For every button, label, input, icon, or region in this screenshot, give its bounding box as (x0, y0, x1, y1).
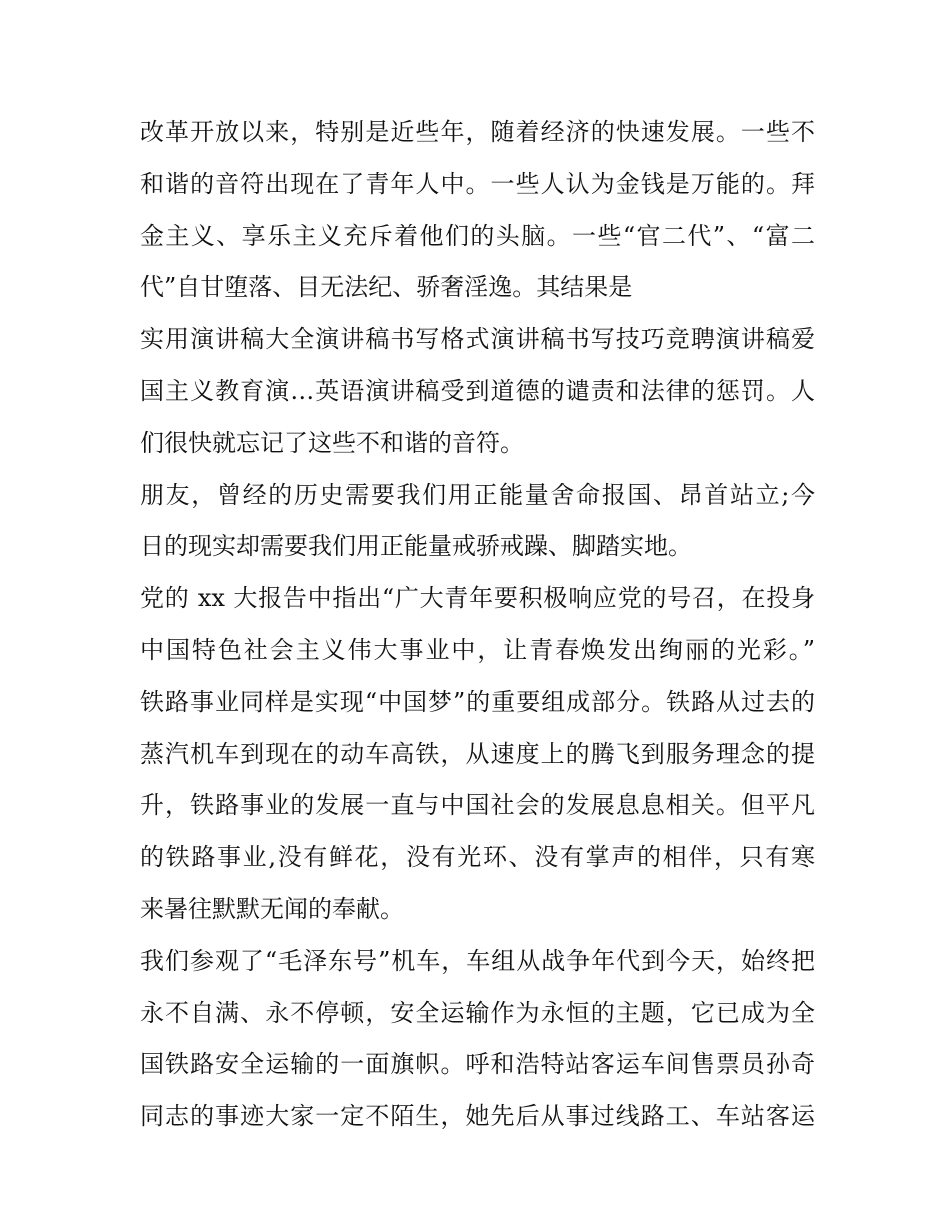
text-line: 国铁路安全运输的一面旗帜。呼和浩特站客运车间售票员孙奇 (140, 1050, 815, 1079)
text-line: 和谐的音符出现在了青年人中。一些人认为金钱是万能的。拜 (140, 169, 815, 198)
text-line: 党的 xx 大报告中指出“广大青年要积极响应党的号召，在投身 (140, 584, 815, 613)
text-line: 蒸汽机车到现在的动车高铁，从速度上的腾飞到服务理念的提 (140, 739, 815, 768)
text-line: 同志的事迹大家一定不陌生，她先后从事过线路工、车站客运 (140, 1102, 815, 1131)
text-line: 我们参观了“毛泽东号”机车，车组从战争年代到今天，始终把 (140, 946, 815, 975)
text-line: 铁路事业同样是实现“中国梦”的重要组成部分。铁路从过去的 (140, 687, 815, 716)
text-line: 日的现实却需要我们用正能量戒骄戒躁、脚踏实地。 (140, 532, 692, 561)
text-line: 朋友，曾经的历史需要我们用正能量舍命报国、昂首站立;今 (140, 480, 815, 509)
text-line: 国主义教育演…英语演讲稿受到道德的谴责和法律的惩罚。人 (140, 376, 815, 405)
text-line: 永不自满、永不停顿，安全运输作为永恒的主题，它已成为全 (140, 998, 815, 1027)
text-line: 们很快就忘记了这些不和谐的音符。 (140, 428, 524, 457)
text-line: 改革开放以来，特别是近些年，随着经济的快速发展。一些不 (140, 118, 815, 146)
text-line: 升，铁路事业的发展一直与中国社会的发展息息相关。但平凡 (140, 791, 815, 820)
text-line: 代”自甘堕落、目无法纪、骄奢淫逸。其结果是 (140, 273, 633, 302)
text-line: 实用演讲稿大全演讲稿书写格式演讲稿书写技巧竞聘演讲稿爱 (140, 325, 815, 354)
text-line: 金主义、享乐主义充斥着他们的头脑。一些“官二代”、“富二 (140, 221, 815, 250)
text-line: 来暑往默默无闻的奉献。 (140, 894, 404, 923)
text-line: 的铁路事业,没有鲜花，没有光环、没有掌声的相伴，只有寒 (140, 843, 815, 872)
text-line: 中国特色社会主义伟大事业中，让青春焕发出绚丽的光彩。” (140, 635, 815, 664)
document-page (140, 107, 815, 1143)
